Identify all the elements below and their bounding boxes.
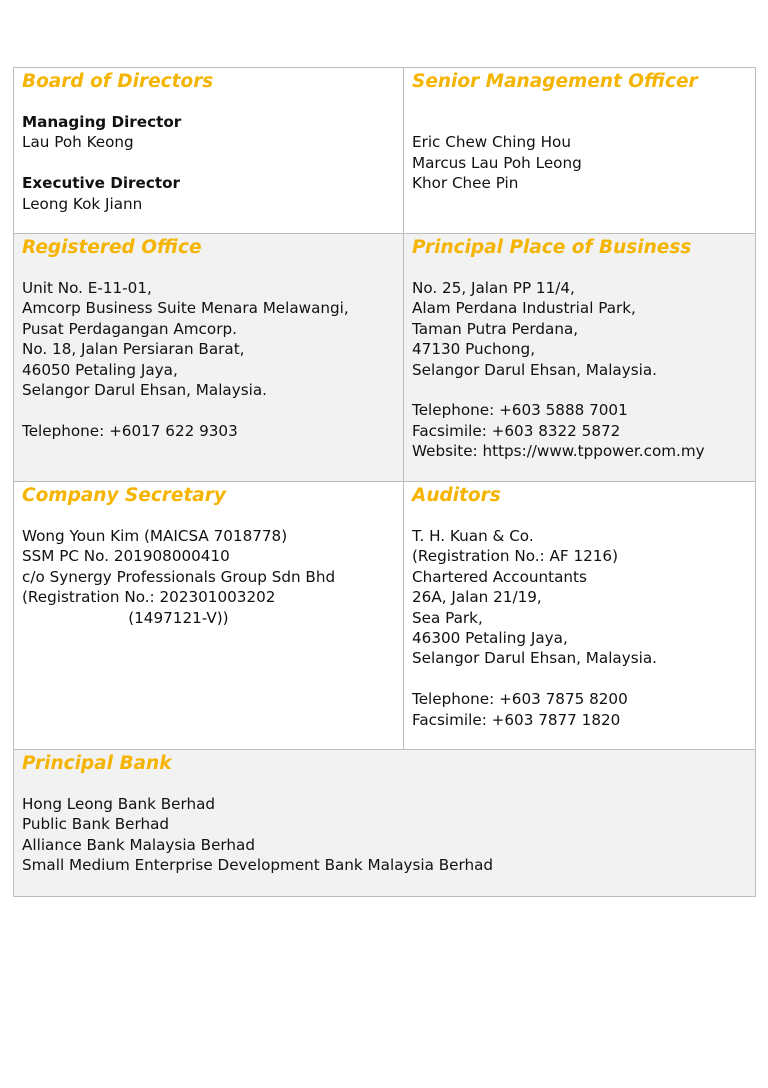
ed-title: Executive Director bbox=[22, 174, 181, 193]
auditor-line: T. H. Kuan & Co. bbox=[412, 527, 534, 545]
senior-management-cell bbox=[404, 68, 756, 234]
address-line: Selangor Darul Ehsan, Malaysia. bbox=[412, 360, 657, 379]
board-heading: Board of Directors bbox=[22, 71, 214, 92]
principal-bank-heading: Principal Bank bbox=[22, 753, 172, 774]
registered-office-cell bbox=[14, 234, 404, 482]
auditor-line: 26A, Jalan 21/19, bbox=[412, 588, 542, 607]
officer-name: Khor Chee Pin bbox=[412, 174, 519, 193]
company-secretary-heading: Company Secretary bbox=[22, 485, 226, 506]
address-line: Taman Putra Perdana, bbox=[412, 319, 579, 338]
company-secretary-cell bbox=[14, 482, 404, 750]
secretary-line: c/o Synergy Professionals Group Sdn Bhd bbox=[22, 567, 336, 586]
bank-name: Small Medium Enterprise Development Bank Malaysia Berhad bbox=[22, 856, 494, 875]
secretary-line: Wong Youn Kim (MAICSA 7018778) bbox=[22, 527, 288, 545]
corporate-information-table bbox=[13, 67, 756, 897]
auditor-line: 46300 Petaling Jaya, bbox=[412, 629, 568, 648]
address-line: Selangor Darul Ehsan, Malaysia. bbox=[22, 381, 267, 400]
address-line: Amcorp Business Suite Menara Melawangi, bbox=[22, 299, 349, 318]
principal-place-cell bbox=[404, 234, 756, 482]
address-line: Unit No. E-11-01, bbox=[22, 279, 152, 297]
secretary-line: (1497121-V)) bbox=[22, 608, 229, 627]
secretary-line: (Registration No.: 202301003202 bbox=[22, 588, 276, 607]
md-name: Lau Poh Keong bbox=[22, 133, 134, 152]
facsimile: Facsimile: +603 7877 1820 bbox=[412, 710, 621, 729]
auditors-cell bbox=[404, 482, 756, 750]
auditor-line: Chartered Accountants bbox=[412, 567, 587, 586]
md-title: Managing Director bbox=[22, 113, 182, 131]
bank-name: Hong Leong Bank Berhad bbox=[22, 795, 216, 813]
registered-office-heading: Registered Office bbox=[22, 237, 202, 258]
senior-mgmt-heading: Senior Management Officer bbox=[412, 71, 698, 92]
telephone: Telephone: +603 5888 7001 bbox=[412, 401, 628, 420]
principal-bank-cell bbox=[14, 750, 756, 897]
address-line: 47130 Puchong, bbox=[412, 340, 536, 359]
telephone: Telephone: +6017 622 9303 bbox=[22, 421, 238, 440]
ed-name: Leong Kok Jiann bbox=[22, 194, 143, 213]
principal-place-heading: Principal Place of Business bbox=[412, 237, 692, 258]
address-line: No. 25, Jalan PP 11/4, bbox=[412, 279, 575, 297]
auditors-heading: Auditors bbox=[412, 485, 501, 506]
address-line: Pusat Perdagangan Amcorp. bbox=[22, 319, 237, 338]
address-line: 46050 Petaling Jaya, bbox=[22, 360, 178, 379]
board-of-directors-cell bbox=[14, 68, 404, 234]
auditor-line: Sea Park, bbox=[412, 608, 483, 627]
secretary-line: SSM PC No. 201908000410 bbox=[22, 547, 230, 566]
website: Website: https://www.tppower.com.my bbox=[412, 442, 705, 461]
officer-name: Marcus Lau Poh Leong bbox=[412, 153, 582, 172]
bank-name: Alliance Bank Malaysia Berhad bbox=[22, 835, 255, 854]
address-line: Alam Perdana Industrial Park, bbox=[412, 299, 636, 318]
address-line: No. 18, Jalan Persiaran Barat, bbox=[22, 340, 245, 359]
telephone: Telephone: +603 7875 8200 bbox=[412, 690, 628, 709]
auditor-line: (Registration No.: AF 1216) bbox=[412, 547, 619, 566]
auditor-line: Selangor Darul Ehsan, Malaysia. bbox=[412, 649, 657, 668]
officer-name: Eric Chew Ching Hou bbox=[412, 133, 571, 152]
facsimile: Facsimile: +603 8322 5872 bbox=[412, 421, 621, 440]
bank-name: Public Bank Berhad bbox=[22, 815, 170, 834]
